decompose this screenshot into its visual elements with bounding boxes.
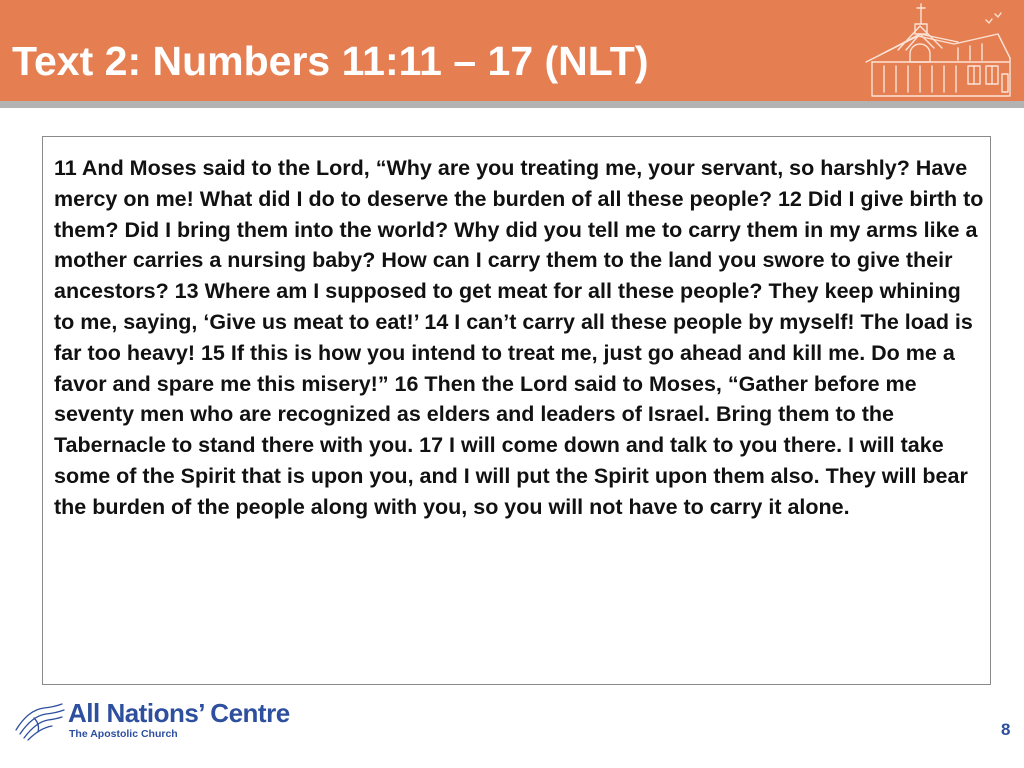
slide-header xyxy=(0,0,1024,101)
org-name: All Nations’ Centre xyxy=(68,698,290,728)
page-number: 8 xyxy=(1001,720,1011,739)
slide-title: Text 2: Numbers 11:11 – 17 (NLT) xyxy=(12,38,649,84)
org-subtitle: The Apostolic Church xyxy=(69,728,178,740)
scripture-passage: 11 And Moses said to the Lord, “Why are you treating me, your servant, so harshly? Have mercy on me! What did I do to deserve the burden of all these people? 12 Did I give birth to them? Did I bring them into the world? Why did you tell me to carry them in my arms like a mother carries a nursing baby? How can I carry them to the land you swore to give their ancestors? 13 Where am I supposed to get meat for all these people? They keep whining to me, saying, ‘Give us meat to eat!’ 14 I can’t carry all these people by myself! The load is far too heavy! 15 If this is how you intend to treat me, just go ahead and kill me. Do me a favor and spare me this misery!” 16 Then the Lord said to Moses, “Gather before me seventy men who are recognized as elders and leaders of Israel. Bring them to the Tabernacle to stand there with you. 17 I will come down and talk to you there. I will take some of the Spirit that is upon you, and I will put the Spirit upon them also. They will bear the burden of the people along with you, so you will not have to carry it alone. xyxy=(54,156,984,519)
scripture-text-box xyxy=(42,136,991,685)
dove-logo-icon xyxy=(14,700,66,742)
church-building-icon xyxy=(858,0,1018,100)
org-logo xyxy=(14,698,314,744)
header-divider xyxy=(0,101,1024,108)
